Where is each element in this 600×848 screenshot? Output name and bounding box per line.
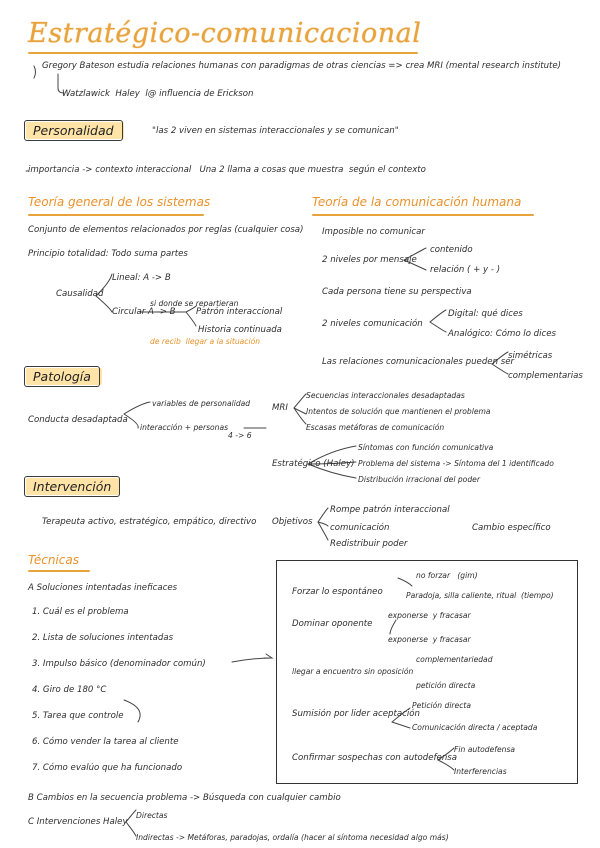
tecnicas-c-item-1: Indirectas -> Metáforas, paradojas, ordalía (hacer al síntoma necesidad algo más) <box>136 833 449 842</box>
tecnicas-c-item-0: Directas <box>136 811 168 820</box>
section-intervencion: Intervención <box>24 476 120 497</box>
intro-line-2: Watzlawick Haley l@ influencia de Erickson <box>62 89 254 99</box>
ts-item-3: Lineal: A -> B <box>112 273 171 283</box>
teoria-comunicacion-underline <box>312 214 534 216</box>
ts-item-4: Circular A -> B <box>112 307 176 317</box>
int-objetivos-label: Objetivos <box>272 517 313 527</box>
tc-item-9: simétricas <box>508 351 553 361</box>
ts-item-6: Patrón interaccional <box>196 307 283 317</box>
table-row-0-right-0: no forzar (gim) <box>416 571 478 580</box>
int-item-0: Terapeuta activo, estratégico, empático, directivo <box>42 517 257 527</box>
pat-item-3: 4 -> 6 <box>228 431 252 440</box>
int-item-2: Rompe patrón interaccional <box>330 505 450 515</box>
title-underline <box>28 52 418 54</box>
tecnicas-list-5: 6. Cómo vender la tarea al cliente <box>32 737 179 747</box>
ts-item-1: Principio totalidad: Todo suma partes <box>28 249 188 259</box>
tecnicas-list-1: 2. Lista de soluciones intentadas <box>32 633 174 643</box>
tecnicas-underline <box>28 570 90 572</box>
table-row-2-right-1: llegar a encuentro sin oposición <box>292 667 414 676</box>
intro-line-1: Gregory Bateson estudia relaciones humanas con paradigmas de otras ciencias => crea MRI (mental research institute) <box>42 61 562 71</box>
pat-estrategico-label: Estratégico (Haley) <box>272 459 355 469</box>
pat-item-0: Conducta desadaptada <box>28 415 128 425</box>
table-row-3-right-0: Petición directa <box>412 701 472 710</box>
int-item-5: Cambio específico <box>472 523 551 533</box>
tecnicas-b-label: B Cambios en la secuencia problema -> Búsqueda con cualquier cambio <box>28 793 341 803</box>
section-personalidad: Personalidad <box>24 120 123 141</box>
tc-item-1: 2 niveles por mensaje <box>322 255 417 265</box>
pat-item-2: interacción + personas <box>140 423 229 432</box>
tc-item-10: complementarias <box>508 371 583 381</box>
ts-item-7: Historia continuada <box>198 325 282 335</box>
tecnicas-a-label: A Soluciones intentadas ineficaces <box>28 583 178 593</box>
tc-item-2: contenido <box>430 245 473 255</box>
pat-mri-label: MRI <box>272 403 288 413</box>
ts-item-2: Causalidad <box>56 289 104 299</box>
pat-item-10: Problema del sistema -> Síntoma del 1 identificado <box>358 459 554 468</box>
pat-item-9: Síntomas con función comunicativa <box>358 443 494 452</box>
tecnicas-c-label: C Intervenciones Haley <box>28 817 128 827</box>
pat-item-1: variables de personalidad <box>152 399 251 408</box>
tc-item-8: Las relaciones comunicacionales pueden ser <box>322 357 515 367</box>
tecnicas-list-3: 4. Giro de 180 °C <box>32 685 107 695</box>
tc-item-7: Analógico: Cómo lo dices <box>448 329 557 339</box>
table-row-2-right-0: complementariedad <box>416 655 493 664</box>
table-row-1-left: Dominar oponente <box>292 619 373 629</box>
pat-item-5: Secuencias interaccionales desadaptadas <box>306 391 465 400</box>
ts-item-8: de recib llegar a la situación <box>150 337 261 346</box>
page-title: Estratégico-comunicacional <box>28 18 422 49</box>
table-row-1-right-0: exponerse y fracasar <box>388 611 471 620</box>
table-row-2-right-2: petición directa <box>416 681 476 690</box>
personalidad-quote: "las 2 viven en sistemas interaccionales y se comunican" <box>152 126 399 136</box>
pat-item-11: Distribución irracional del poder <box>358 475 480 484</box>
table-row-4-left: Confirmar sospechas con autodefensa <box>292 753 458 763</box>
tc-item-0: Imposible no comunicar <box>322 227 425 237</box>
pat-item-6: Intentos de solución que mantienen el problema <box>306 407 491 416</box>
tecnicas-list-2: 3. Impulso básico (denominador común) <box>32 659 206 669</box>
tc-item-6: Digital: qué dices <box>448 309 523 319</box>
ts-item-0: Conjunto de elementos relacionados por reglas (cualquier cosa) <box>28 225 304 235</box>
tc-item-3: relación ( + y - ) <box>430 265 501 275</box>
table-row-4-right-1: Interferencias <box>454 767 507 776</box>
subsection-teoria-comunicacion: Teoría de la comunicación humana <box>312 195 522 209</box>
tc-item-5: 2 niveles comunicación <box>322 319 423 329</box>
teoria-sistemas-underline <box>28 214 204 216</box>
section-patologia: Patología <box>24 366 100 387</box>
int-item-3: comunicación <box>330 523 390 533</box>
personalidad-note: importancia -> contexto interaccional Una 2 llama a cosas que muestra según el contexto <box>28 165 426 175</box>
tecnicas-list-6: 7. Cómo evalúo que ha funcionado <box>32 763 183 773</box>
table-row-4-right-0: Fin autodefensa <box>454 745 516 754</box>
tecnicas-list-0: 1. Cuál es el problema <box>32 607 129 617</box>
table-row-0-left: Forzar lo espontáneo <box>292 587 383 597</box>
pat-item-7: Escasas metáforas de comunicación <box>306 423 445 432</box>
table-row-3-right-1: Comunicación directa / aceptada <box>412 723 538 732</box>
int-item-4: Redistribuir poder <box>330 539 408 549</box>
subsection-teoria-sistemas: Teoría general de los sistemas <box>28 195 211 209</box>
table-row-0-right-1: Paradoja, silla caliente, ritual (tiempo) <box>406 591 554 600</box>
ts-item-5: si donde se repartieran <box>150 299 239 308</box>
table-row-3-left: Sumisión por lider aceptación <box>292 709 420 719</box>
tc-item-4: Cada persona tiene su perspectiva <box>322 287 472 297</box>
tecnicas-list-4: 5. Tarea que controle <box>32 711 124 721</box>
table-row-1-right-1: exponerse y fracasar <box>388 635 471 644</box>
subsection-tecnicas: Técnicas <box>28 553 79 567</box>
